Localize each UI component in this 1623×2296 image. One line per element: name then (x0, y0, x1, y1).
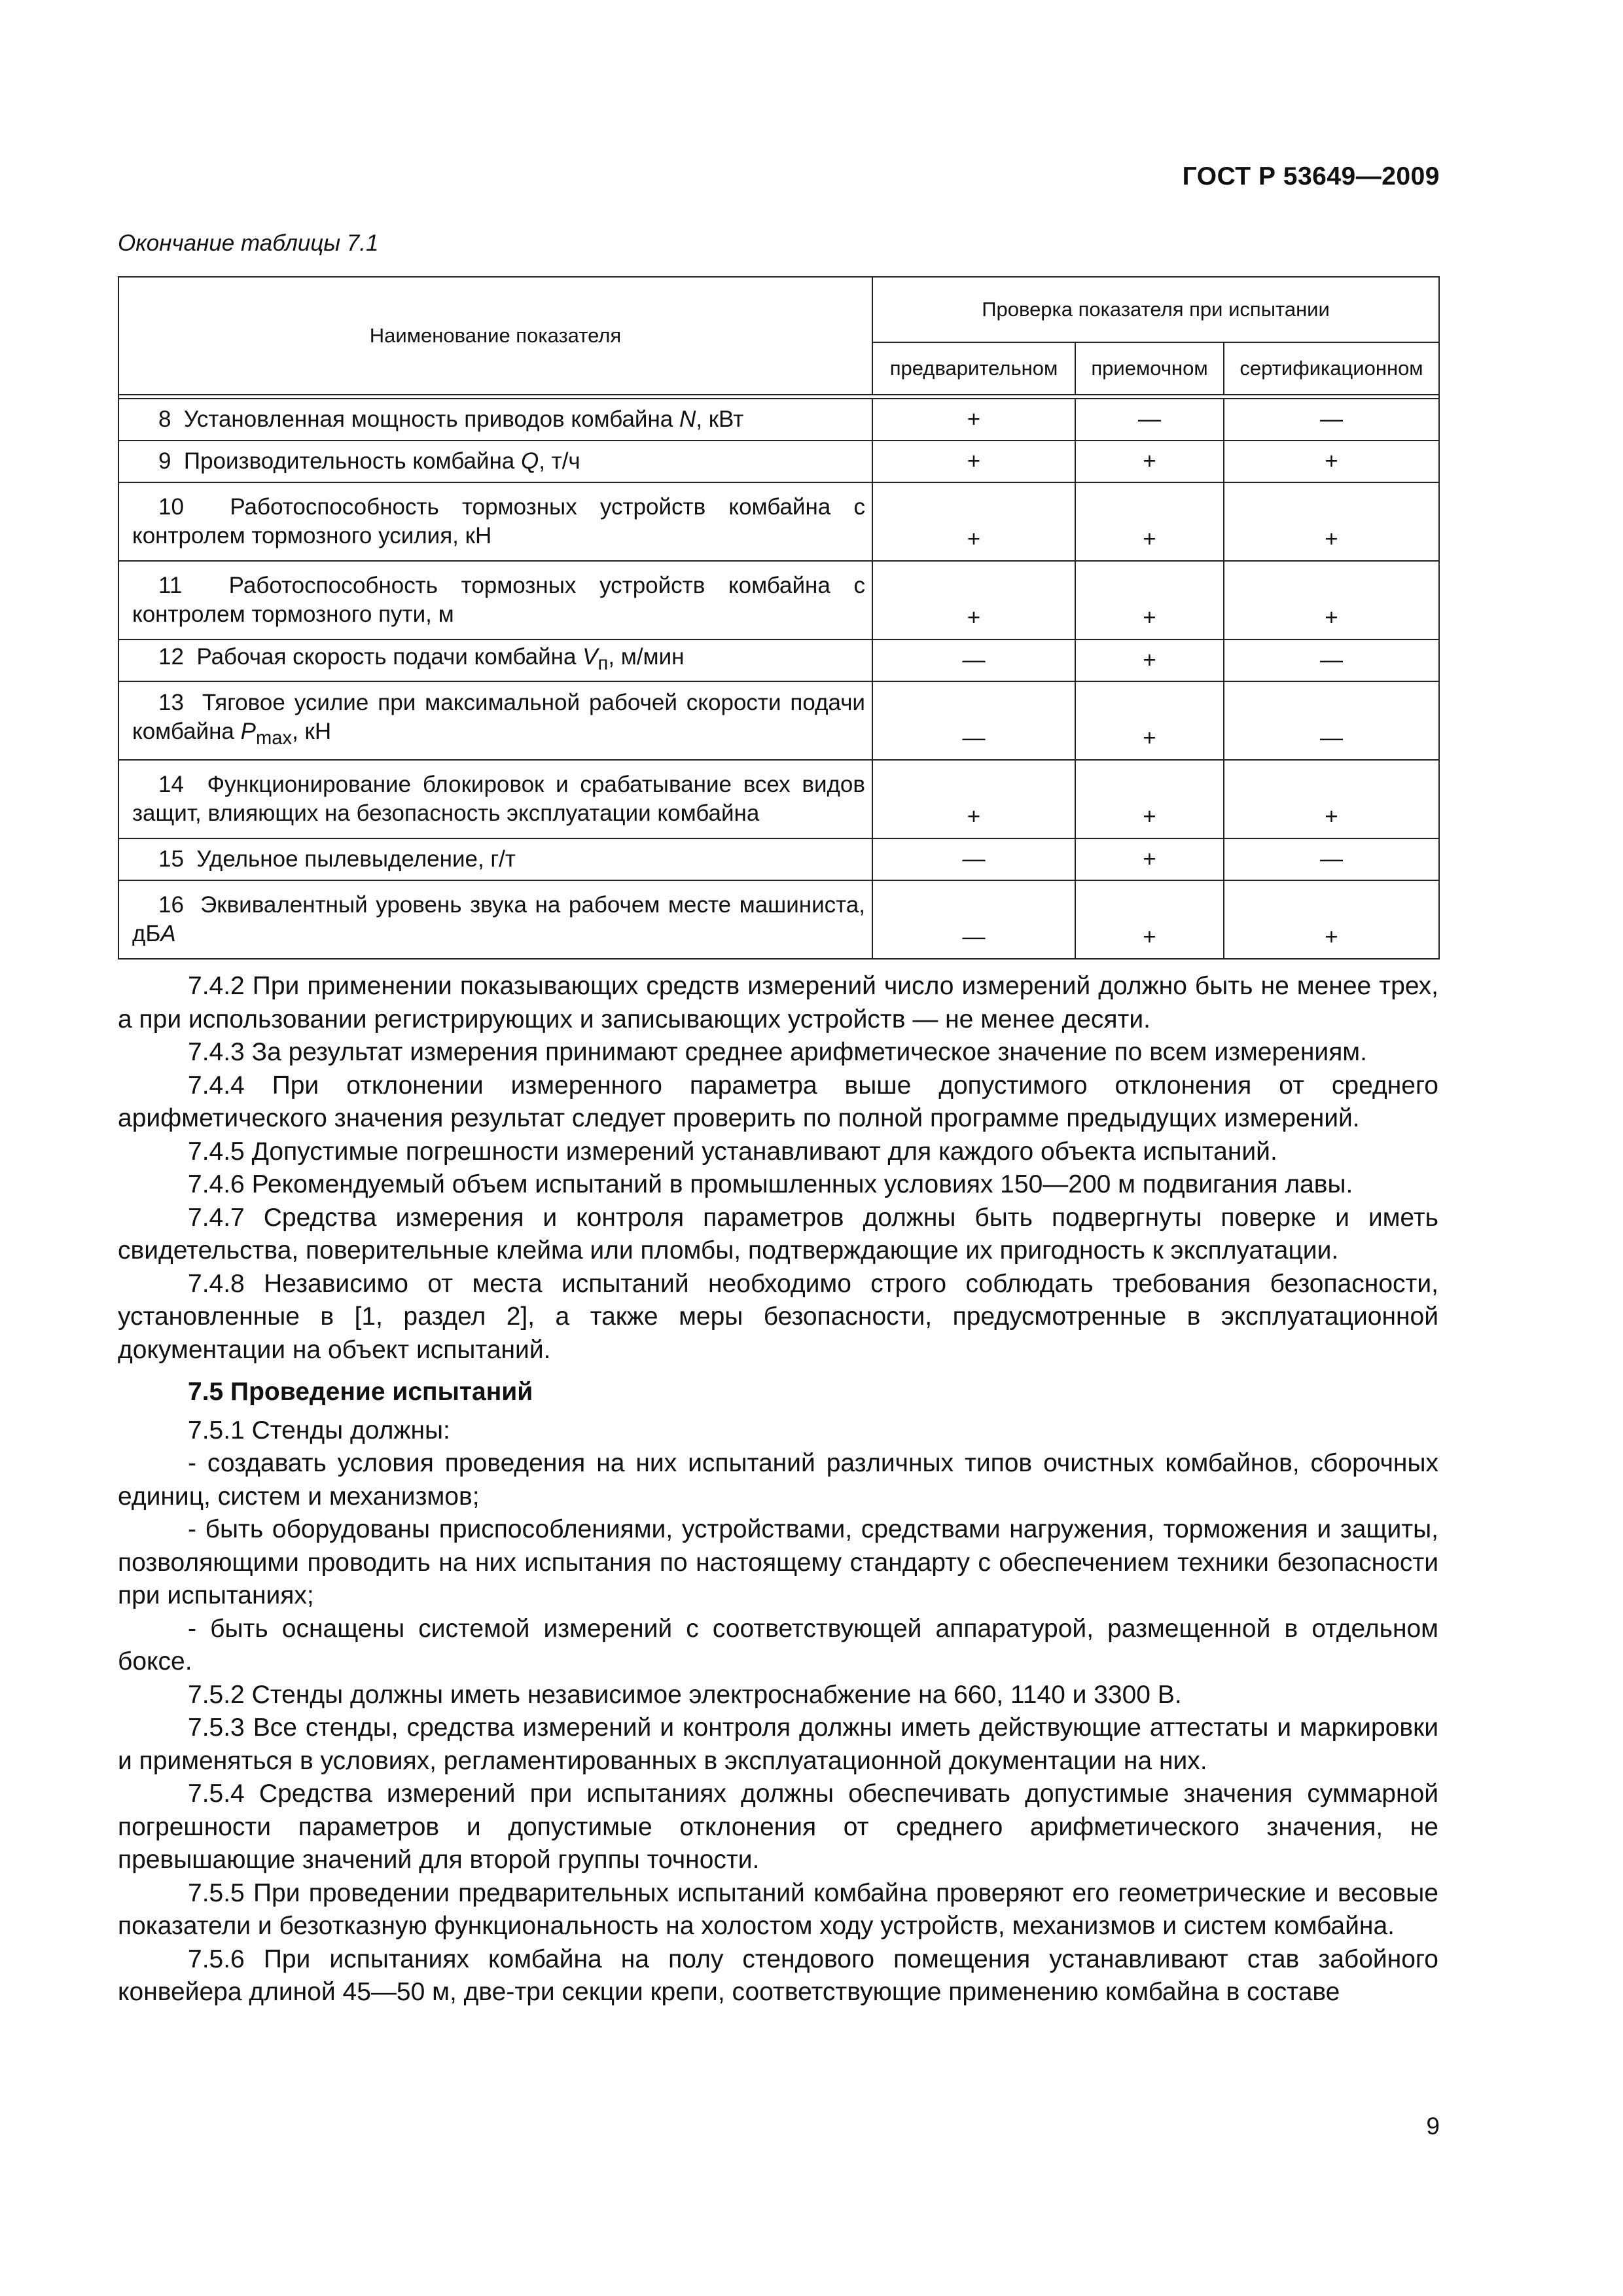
parameter-symbol: P (240, 719, 256, 744)
preliminary-mark: — (872, 681, 1075, 760)
parameter-text: Функционирование блокировок и срабатывание всех видов защит, влияющих на безопасность эксплуатации комбайна (132, 772, 865, 826)
certification-mark: + (1224, 482, 1439, 561)
list-item-2: - быть оборудованы приспособлениями, устройствами, средствами нагружения, торможения и защиты, позволяющими проводить на них испытания по настоящему стандарту с обеспечением техники безопасности при испытаниях; (118, 1515, 1438, 1609)
parameter-text: Рабочая скорость подачи комбайна (196, 644, 577, 670)
preliminary-mark: + (872, 561, 1075, 639)
certification-mark: — (1224, 838, 1439, 880)
row-number: 10 (158, 494, 184, 520)
table-row (118, 639, 1439, 681)
paragraph-7-4-4: 7.4.4 При отклонении измеренного параметра выше допустимого отклонения от среднего арифметического значения результат следует проверить по полной программе предыдущих измерений. (118, 1071, 1438, 1132)
paragraph-7-5-3: 7.5.3 Все стенды, средства измерений и контроля должны иметь действующие аттестаты и маркировки и применяться в условиях, регламентированных в эксплуатационной документации на них. (118, 1713, 1438, 1775)
certification-mark: — (1224, 399, 1439, 440)
table-row (118, 440, 1439, 482)
preliminary-mark: — (872, 838, 1075, 880)
certification-mark: — (1224, 639, 1439, 681)
paragraph-7-5-6: 7.5.6 При испытаниях комбайна на полу стендового помещения устанавливают став забойного конвейера длиной 45—50 м, две-три секции крепи, соответствующие применению комбайна в составе (118, 1945, 1438, 2006)
row-number: 16 (158, 892, 184, 918)
preliminary-mark: + (872, 399, 1075, 440)
page-number: 9 (1426, 2113, 1440, 2140)
paragraph-7-5-4: 7.5.4 Средства измерений при испытаниях должны обеспечивать допустимые значения суммарной погрешности параметров и допустимые отклонения от среднего арифметического значения, не превышающие значений для второй группы точности. (118, 1780, 1438, 1874)
parameter-name-cell (118, 639, 872, 681)
section-heading-7-5: 7.5 Проведение испытаний (188, 1378, 533, 1406)
body-text (118, 970, 1438, 2009)
parameter-name-cell (118, 838, 872, 880)
parameter-text: Удельное пылевыделение, г/т (196, 846, 516, 872)
parameter-symbol: N (679, 406, 696, 432)
paragraph-7-4-3: 7.4.3 За результат измерения принимают среднее арифметическое значение по всем измерениям. (188, 1038, 1367, 1066)
header-parameter-name: Наименование показателя (118, 277, 872, 395)
table-row (118, 880, 1439, 959)
paragraph-7-4-5: 7.4.5 Допустимые погрешности измерений устанавливают для каждого объекта испытаний. (188, 1137, 1277, 1166)
parameter-unit: , кВт (696, 406, 744, 432)
acceptance-mark: + (1075, 880, 1224, 959)
paragraph-7-5-2: 7.5.2 Стенды должны иметь независимое электроснабжение на 660, 1140 и 3300 В. (188, 1680, 1182, 1709)
acceptance-mark: + (1075, 838, 1224, 880)
parameter-text: Работоспособность тормозных устройств комбайна с контролем тормозного пути, м (132, 573, 865, 627)
list-item-3: - быть оснащены системой измерений с соответствующей аппаратурой, размещенной в отдельном боксе. (118, 1614, 1438, 1676)
row-number: 8 (158, 406, 171, 432)
acceptance-mark: + (1075, 681, 1224, 760)
parameter-name-cell (118, 760, 872, 838)
acceptance-mark: + (1075, 440, 1224, 482)
table-row (118, 681, 1439, 760)
row-number: 15 (158, 846, 184, 872)
certification-mark: — (1224, 681, 1439, 760)
certification-mark: + (1224, 561, 1439, 639)
row-number: 14 (158, 772, 184, 797)
parameter-text: Эквивалентный уровень звука на рабочем месте машиниста, дБ (132, 892, 865, 946)
table-row (118, 561, 1439, 639)
row-number: 12 (158, 644, 184, 670)
paragraph-7-5-1: 7.5.1 Стенды должны: (188, 1416, 450, 1444)
parameter-text: Тяговое усилие при максимальной рабочей скорости подачи комбайна (132, 690, 865, 744)
parameter-name-cell (118, 880, 872, 959)
table-row (118, 838, 1439, 880)
acceptance-mark: + (1075, 561, 1224, 639)
acceptance-mark: — (1075, 399, 1224, 440)
certification-mark: + (1224, 440, 1439, 482)
table-row (118, 760, 1439, 838)
row-number: 11 (158, 573, 183, 598)
header-acceptance: приемочном (1075, 342, 1224, 395)
parameter-name-cell (118, 440, 872, 482)
header-check-group: Проверка показателя при испытании (872, 277, 1439, 342)
parameter-symbol: V (582, 644, 598, 670)
parameter-name-cell (118, 399, 872, 440)
row-number: 9 (158, 448, 171, 474)
table-row (118, 399, 1439, 440)
header-certification: сертификационном (1224, 342, 1439, 395)
parameter-text: Установленная мощность приводов комбайна (183, 406, 673, 432)
parameter-unit: , т/ч (539, 448, 580, 474)
acceptance-mark: + (1075, 639, 1224, 681)
parameter-symbol: Q (521, 448, 539, 474)
parameter-text: Работоспособность тормозных устройств комбайна с контролем тормозного усилия, кН (132, 494, 865, 548)
parameter-name-cell (118, 561, 872, 639)
paragraph-7-4-2: 7.4.2 При применении показывающих средств измерений число измерений должно быть не менее трех, а при использовании регистрирующих и записывающих устройств — не менее десяти. (118, 972, 1438, 1033)
paragraph-7-4-8: 7.4.8 Независимо от места испытаний необходимо строго соблюдать требования безопасности, установленные в [1, раздел 2], а также меры безопасности, предусмотренные в эксплуатационной документации на объект испытаний. (118, 1269, 1438, 1364)
document-code: ГОСТ Р 53649—2009 (1182, 162, 1440, 190)
preliminary-mark: — (872, 639, 1075, 681)
preliminary-mark: + (872, 482, 1075, 561)
table-body (118, 399, 1439, 959)
parameter-subscript: п (597, 653, 609, 674)
parameter-name-cell (118, 482, 872, 561)
paragraph-7-4-7: 7.4.7 Средства измерения и контроля параметров должны быть подвергнуты поверке и иметь свидетельства, поверительные клейма или пломбы, подтверждающие их пригодность к эксплуатации. (118, 1203, 1438, 1265)
header-preliminary: предварительном (872, 342, 1075, 395)
paragraph-7-4-6: 7.4.6 Рекомендуемый объем испытаний в промышленных условиях 150—200 м подвигания лавы. (188, 1170, 1353, 1198)
row-number: 13 (158, 690, 184, 715)
paragraph-7-5-5: 7.5.5 При проведении предварительных испытаний комбайна проверяют его геометрические и весовые показатели и безотказную функциональность на холостом ходу устройств, механизмов и систем комбайна. (118, 1878, 1438, 1940)
parameters-table (118, 276, 1440, 960)
parameter-name-cell (118, 681, 872, 760)
acceptance-mark: + (1075, 482, 1224, 561)
parameter-text: Производительность комбайна (183, 448, 515, 474)
certification-mark: + (1224, 880, 1439, 959)
acceptance-mark: + (1075, 760, 1224, 838)
parameter-unit: , кН (292, 719, 332, 744)
parameter-subscript: max (256, 728, 293, 749)
preliminary-mark: + (872, 760, 1075, 838)
parameter-symbol: A (160, 921, 176, 946)
preliminary-mark: — (872, 880, 1075, 959)
table-row (118, 482, 1439, 561)
table-caption: Окончание таблицы 7.1 (118, 230, 379, 256)
list-item-1: - создавать условия проведения на них испытаний различных типов очистных комбайнов, сборочных единиц, систем и механизмов; (118, 1449, 1438, 1511)
certification-mark: + (1224, 760, 1439, 838)
parameter-unit: , м/мин (608, 644, 685, 670)
preliminary-mark: + (872, 440, 1075, 482)
